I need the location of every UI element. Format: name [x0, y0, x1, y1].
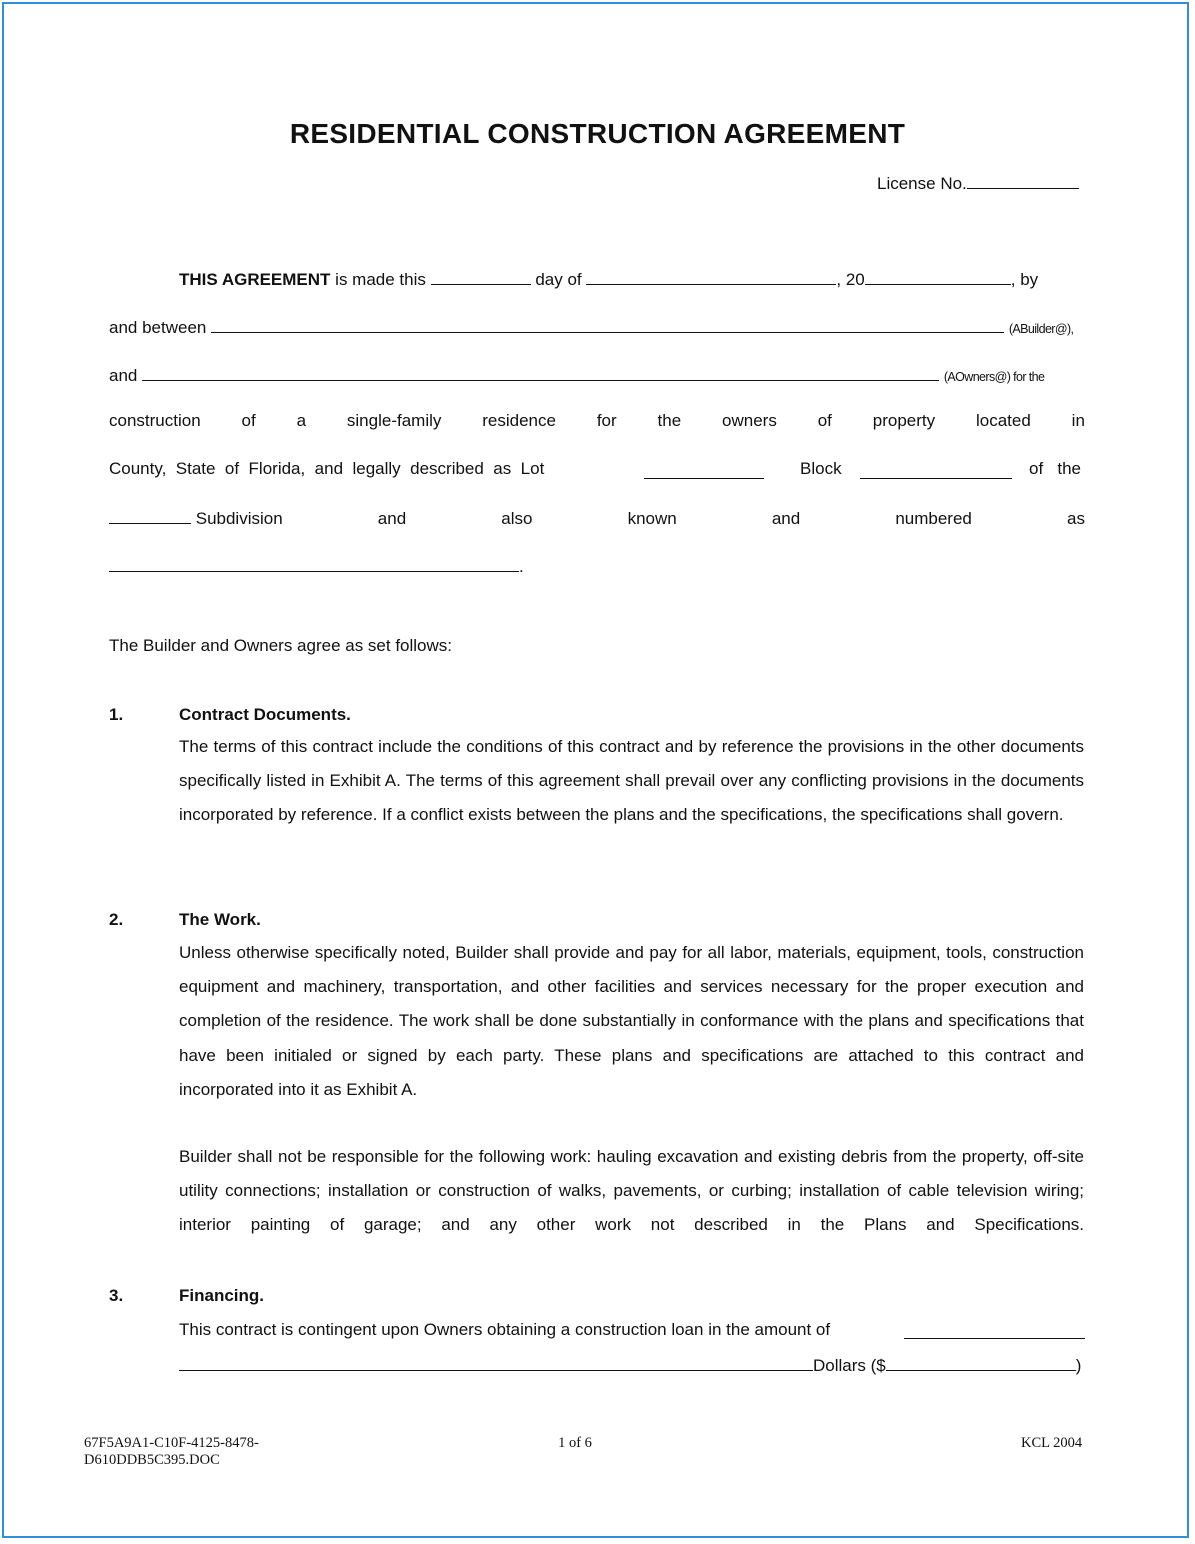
subdivision-blank[interactable] [109, 507, 191, 524]
builder-tag: (ABuilder@), [1008, 322, 1074, 336]
loan-figure-blank[interactable] [886, 1354, 1076, 1371]
word: of [241, 411, 256, 430]
dollars-label: Dollars ($ [813, 1356, 886, 1375]
footer-doc-id-line: D610DDB5C395.DOC [84, 1452, 220, 1468]
section-paragraph: The terms of this contract include the conditions of this contract and by reference the provisions in the other documents specifically listed in Exhibit A. The terms of this agreement shall prevail over any conflicting provisions in the documents incorporated by reference. If a conflict exists between the plans and the specifications, the specifications shall govern. [179, 737, 1084, 825]
intro-line-4 [109, 411, 1085, 431]
financing-line-2 [179, 1354, 1081, 1376]
loan-amount-blank[interactable] [904, 1322, 1085, 1339]
license-label: License No. [877, 174, 967, 193]
financing-line-1 [179, 1320, 830, 1340]
word: numbered [895, 509, 972, 528]
word: owners [722, 411, 777, 430]
word: of [817, 411, 832, 430]
section-number: 3. [109, 1286, 124, 1305]
word: and [377, 509, 407, 528]
owners-tag: (AOwners@) for the [943, 370, 1045, 384]
footer-page-number: 1 of 6 [558, 1435, 592, 1451]
block-blank[interactable] [860, 462, 1012, 479]
month-blank[interactable] [586, 268, 836, 285]
word: property [872, 411, 936, 430]
intro-20: , 20 [836, 270, 865, 289]
word: also [501, 509, 533, 528]
subdivision-label: Subdivision [195, 509, 283, 528]
block-label: Block [800, 459, 842, 478]
intro-made-this: is made this [335, 270, 426, 289]
and-between-label: and between [109, 318, 207, 337]
word: for [596, 411, 617, 430]
address-period: . [519, 557, 524, 576]
word: in [1071, 411, 1085, 430]
intro-line-7 [109, 555, 524, 577]
document-title: RESIDENTIAL CONSTRUCTION AGREEMENT [289, 118, 906, 149]
day-blank[interactable] [431, 268, 531, 285]
section-number: 2. [109, 910, 124, 929]
county-text: County, State of Florida, and legally described as Lot [109, 459, 545, 478]
intro-line-1 [179, 268, 1085, 290]
word: and [771, 509, 801, 528]
word: known [627, 509, 677, 528]
of-the-label: of the [1029, 459, 1081, 478]
intro-line-2 [109, 316, 1073, 338]
builder-name-blank[interactable] [211, 316, 1004, 333]
section-heading: Contract Documents. [179, 705, 351, 724]
word: single-family [346, 411, 442, 430]
lot-blank[interactable] [644, 462, 764, 479]
word: the [657, 411, 682, 430]
dollars-close: ) [1075, 1356, 1082, 1375]
year-blank[interactable] [865, 268, 1011, 285]
intro-line-5 [109, 459, 544, 479]
intro-line-6 [109, 507, 1085, 529]
license-blank[interactable] [967, 172, 1079, 189]
intro-day-of: day of [535, 270, 582, 289]
license-line [877, 172, 1079, 194]
intro-by: , by [1010, 270, 1039, 289]
intro-lead: THIS AGREEMENT [179, 270, 331, 289]
word: as [1066, 509, 1085, 528]
word: construction [109, 411, 201, 430]
section-paragraph: Unless otherwise specifically noted, Builder shall provide and pay for all labor, materials, equipment, tools, construction equipment and machinery, transportation, and other facilities and services necessary for the proper execution and completion of the residence. The work shall be done substantially in conformance with the plans and specifications that have been initialed or signed by each party. These plans and specifications are attached to this contract and incorporated into it as Exhibit A. [179, 943, 1084, 1099]
section-number: 1. [109, 705, 124, 724]
footer-doc-id-line: 67F5A9A1-C10F-4125-8478- [84, 1435, 259, 1451]
section-heading: Financing. [179, 1286, 264, 1305]
owners-name-blank[interactable] [142, 364, 939, 381]
and-label: and [109, 366, 138, 385]
section-heading: The Work. [179, 910, 261, 929]
word: located [975, 411, 1031, 430]
agree-line: The Builder and Owners agree as set follows: [109, 636, 453, 655]
section-paragraph: Builder shall not be responsible for the following work: hauling excavation and existing debris from the property, off-site utility connections; installation or construction of walks, pavements, or curbing; installation of cable television wiring; interior painting of garage; and any other work not described in the Plans and Specifications. [179, 1147, 1084, 1235]
intro-line-3 [109, 364, 1044, 386]
loan-words-blank[interactable] [179, 1354, 813, 1371]
financing-text: This contract is contingent upon Owners obtaining a construction loan in the amount of [179, 1320, 831, 1339]
word: a [296, 411, 307, 430]
footer-code: KCL 2004 [1021, 1435, 1083, 1451]
word: residence [482, 411, 556, 430]
address-blank[interactable] [109, 555, 519, 572]
